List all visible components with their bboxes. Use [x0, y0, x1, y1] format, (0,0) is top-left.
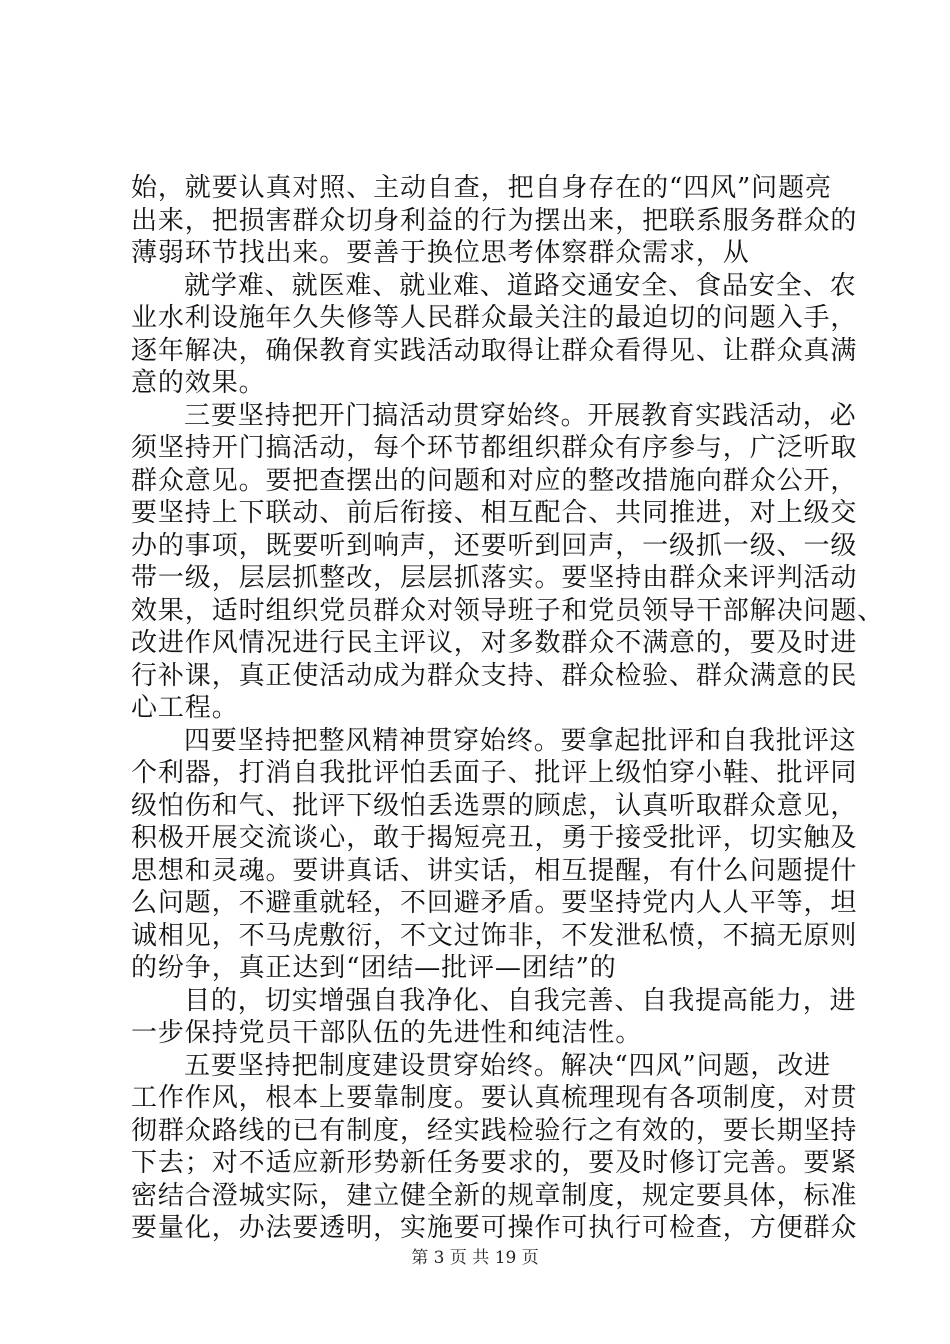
text-line: 思想和灵魂。要讲真话、讲实话，相互提醒，有什么问题提什 [131, 855, 858, 886]
text-line: 要量化，办法要透明，实施要可操作可执行可检查，方便群众 [131, 1213, 858, 1243]
text-line: 始，就要认真对照、主动自查，把自身存在的“四风”问题亮 [131, 173, 832, 203]
text-line: 逐年解决，确保教育实践活动取得让群众看得见、让群众真满 [131, 335, 858, 366]
text-line: 彻群众路线的已有制度，经实践检验行之有效的，要长期坚持 [131, 1115, 858, 1146]
page-number-footer: 第 3 页 共 19 页 [411, 1248, 539, 1268]
text-line: 办的事项，既要听到响声，还要听到回声，一级抓一级、一级 [131, 530, 858, 561]
text-line: 级怕伤和气、批评下级怕丢选票的顾虑，认真听取群众意见， [131, 790, 858, 821]
text-line: 群众意见。要把查摆出的问题和对应的整改措施向群众公开， [131, 465, 858, 496]
text-line: 四要坚持把整风精神贯穿始终。要拿起批评和自我批评这 [184, 725, 857, 756]
text-line: 积极开展交流谈心，敢于揭短亮丑，勇于接受批评，切实触及 [131, 823, 858, 853]
text-line: 个利器，打消自我批评怕丢面子、批评上级怕穿小鞋、批评同 [131, 758, 858, 788]
text-line: 行补课，真正使活动成为群众支持、群众检验、群众满意的民 [131, 660, 858, 691]
text-line: 效果，适时组织党员群众对领导班子和党员领导干部解决问题、 [131, 595, 885, 626]
text-line: 五要坚持把制度建设贯穿始终。解决“四风”问题，改进 [184, 1050, 832, 1081]
text-line: 须坚持开门搞活动，每个环节都组织群众有序参与，广泛听取 [131, 433, 858, 463]
text-line: 薄弱环节找出来。要善于换位思考体察群众需求，从 [131, 238, 750, 268]
text-line: 一步保持党员干部队伍的先进性和纯洁性。 [131, 1018, 643, 1048]
text-line: 下去；对不适应新形势新任务要求的，要及时修订完善。要紧 [131, 1148, 858, 1178]
text-line: 密结合澄城实际，建立健全新的规章制度，规定要具体，标准 [131, 1180, 858, 1211]
text-line: 诚相见，不马虎敷衍，不文过饰非，不发泄私愤，不搞无原则 [131, 920, 858, 951]
text-line: 改进作风情况进行民主评议，对多数群众不满意的，要及时进 [131, 628, 858, 658]
text-line: 么问题，不避重就轻，不回避矛盾。要坚持党内人人平等，坦 [131, 888, 858, 918]
text-line: 业水利设施年久失修等人民群众最关注的最迫切的问题入手， [131, 303, 858, 333]
text-line: 的纷争，真正达到“团结—批评—团结”的 [131, 953, 617, 983]
text-line: 就学难、就医难、就业难、道路交通安全、食品安全、农 [184, 270, 857, 301]
text-line: 心工程。 [131, 693, 239, 723]
text-line: 带一级，层层抓整改，层层抓落实。要坚持由群众来评判活动 [131, 563, 858, 593]
text-line: 要坚持上下联动、前后衔接、相互配合、共同推进，对上级交 [131, 498, 858, 528]
text-line: 出来，把损害群众切身利益的行为摆出来，把联系服务群众的 [131, 205, 858, 236]
text-line: 目的，切实增强自我净化、自我完善、自我提高能力，进 [184, 985, 857, 1016]
document-body [131, 172, 885, 1245]
text-line: 意的效果。 [131, 368, 266, 398]
text-line: 三要坚持把开门搞活动贯穿始终。开展教育实践活动，必 [184, 400, 857, 431]
text-line: 工作作风，根本上要靠制度。要认真梳理现有各项制度，对贯 [131, 1083, 858, 1113]
